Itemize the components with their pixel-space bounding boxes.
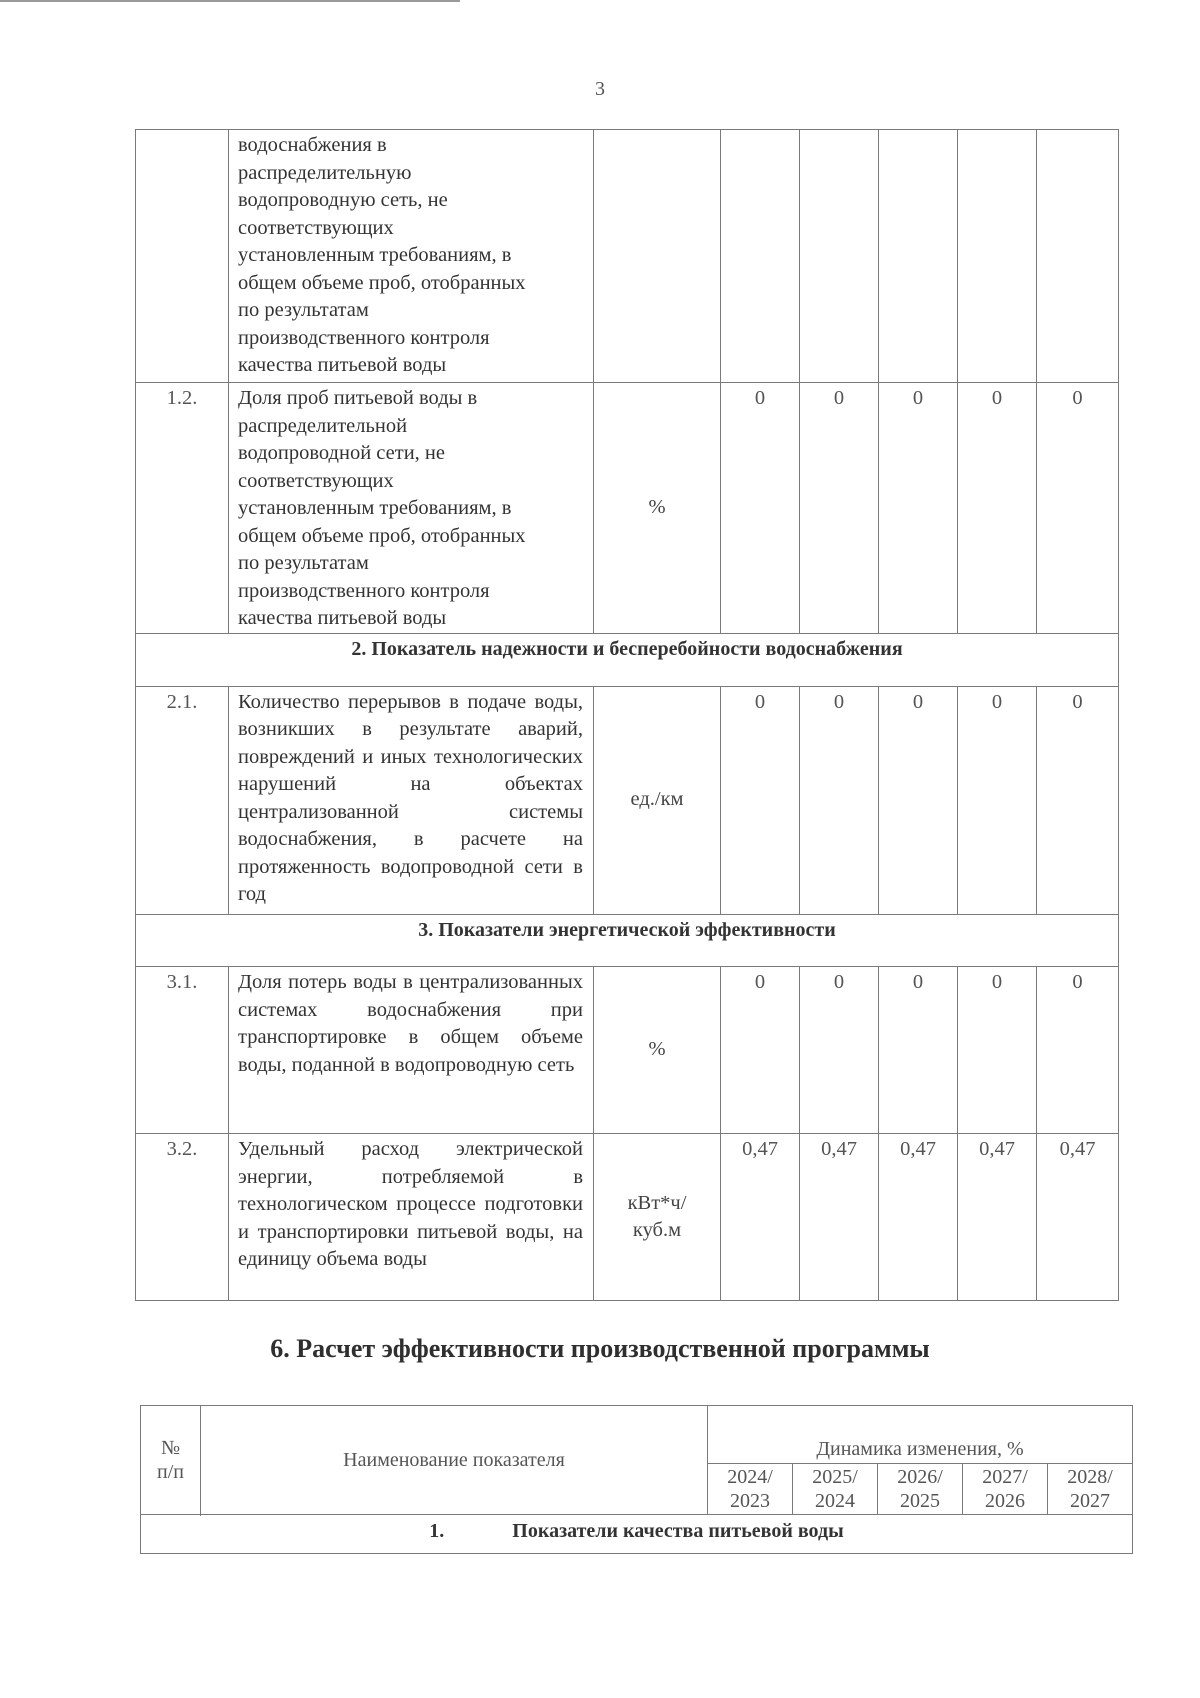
text-line: производственного контроля — [238, 579, 490, 602]
text-line: распределительной — [238, 414, 408, 437]
year-top: 2027/ — [982, 1466, 1028, 1488]
section-title: 3. Показатели энергетической эффективности — [136, 914, 1119, 967]
value-cell: 0 — [879, 686, 958, 914]
value-cell — [721, 130, 800, 383]
value-cell — [800, 130, 879, 383]
value-cell: 0,47 — [721, 1134, 800, 1301]
value-cell: 0 — [721, 383, 800, 634]
section-name: Показатели качества питьевой воды — [512, 1520, 844, 1542]
year-header — [708, 1464, 793, 1515]
col-dynamics-header: Динамика изменения, % — [708, 1406, 1133, 1464]
text-line: установленным требованиям, в — [238, 497, 512, 519]
text-line: общем объеме проб, отобранных — [238, 271, 526, 294]
text-line: установленным требованиям, в — [238, 244, 512, 266]
year-bottom: 2025 — [900, 1490, 940, 1512]
text-line: соответствующих — [238, 216, 394, 239]
col-number-header — [141, 1406, 201, 1515]
unit-cell: % — [594, 967, 721, 1134]
year-header — [1048, 1464, 1133, 1515]
value-cell: 0 — [721, 967, 800, 1134]
indicator-name-cell — [229, 130, 594, 383]
value-cell: 0 — [800, 967, 879, 1134]
year-bottom: 2024 — [815, 1490, 855, 1512]
year-bottom: 2023 — [730, 1490, 770, 1512]
table-row — [136, 686, 1119, 914]
text-line: качества питьевой воды — [238, 607, 447, 629]
year-bottom: 2027 — [1070, 1490, 1110, 1512]
text-line: соответствующих — [238, 469, 394, 492]
value-cell — [879, 130, 958, 383]
unit-cell: ед./км — [594, 686, 721, 914]
section-number: 1. — [429, 1520, 445, 1542]
indicator-name-cell — [229, 383, 594, 634]
value-cell: 0 — [879, 383, 958, 634]
table-row — [136, 967, 1119, 1134]
value-cell: 0 — [721, 686, 800, 914]
text-line: водоснабжения в — [238, 134, 387, 156]
value-cell: 0 — [958, 686, 1037, 914]
header-row — [141, 1406, 1133, 1464]
value-cell: 0 — [1037, 383, 1119, 634]
year-header — [963, 1464, 1048, 1515]
section-title — [141, 1515, 1133, 1554]
text-line: качества питьевой воды — [238, 354, 447, 376]
year-top: 2026/ — [897, 1466, 943, 1488]
row-number-cell: 1.2. — [136, 383, 229, 634]
section-row — [136, 914, 1119, 967]
text-line: Доля проб питьевой воды в — [238, 387, 478, 409]
row-number-cell — [136, 130, 229, 383]
year-top: 2024/ — [727, 1466, 773, 1488]
year-bottom: 2026 — [985, 1490, 1025, 1512]
value-cell: 0 — [800, 383, 879, 634]
header-line: п/п — [157, 1461, 184, 1483]
table-row — [136, 1134, 1119, 1301]
year-header — [793, 1464, 878, 1515]
section-title: 2. Показатель надежности и бесперебойности водоснабжения — [136, 634, 1119, 687]
section-row — [141, 1515, 1133, 1554]
value-cell: 0 — [1037, 686, 1119, 914]
row-number-cell: 3.1. — [136, 967, 229, 1134]
indicator-name-cell: Количество перерывов в подаче воды, возникших в результате аварий, повреждений и иных технологических нарушений на объектах централизованной системы водоснабжения, в расчете на протяженность водопроводной сети в год — [229, 686, 594, 914]
header-line: № — [160, 1437, 181, 1459]
efficiency-table — [140, 1405, 1133, 1554]
text-line: производственного контроля — [238, 326, 490, 349]
top-edge-line — [0, 0, 460, 2]
unit-line: кВт*ч/ — [627, 1191, 687, 1214]
value-cell — [1037, 130, 1119, 383]
text-line: общем объеме проб, отобранных — [238, 524, 526, 547]
text-line: по результатам — [238, 299, 369, 321]
value-cell: 0 — [800, 686, 879, 914]
unit-cell — [594, 130, 721, 383]
table-row — [136, 383, 1119, 634]
section-heading: 6. Расчет эффективности производственной программы — [270, 1334, 930, 1363]
value-cell: 0 — [958, 383, 1037, 634]
unit-cell — [594, 1134, 721, 1301]
year-top: 2025/ — [812, 1466, 858, 1488]
col-name-header: Наименование показателя — [201, 1406, 708, 1515]
value-cell: 0 — [879, 967, 958, 1134]
text-line: водопроводную сеть, не — [238, 189, 448, 211]
page-number: 3 — [595, 78, 605, 100]
year-top: 2028/ — [1067, 1466, 1113, 1488]
unit-cell: % — [594, 383, 721, 634]
value-cell: 0 — [958, 967, 1037, 1134]
indicator-name-cell: Доля потерь воды в централизованных системах водоснабжения при транспортировке в общем объеме воды, поданной в водопроводную сеть — [229, 967, 594, 1134]
value-cell: 0,47 — [958, 1134, 1037, 1301]
indicator-name-cell: Удельный расход электрической энергии, потребляемой в технологическом процессе подготовки и транспортировки питьевой воды, на единицу объема воды — [229, 1134, 594, 1301]
unit-line: куб.м — [632, 1219, 682, 1241]
table-row — [136, 130, 1119, 383]
value-cell — [958, 130, 1037, 383]
row-number-cell: 2.1. — [136, 686, 229, 914]
text-line: по результатам — [238, 552, 369, 574]
section-row — [136, 634, 1119, 687]
value-cell: 0,47 — [800, 1134, 879, 1301]
text-line: водопроводной сети, не — [238, 442, 445, 464]
indicators-table — [135, 129, 1119, 1301]
value-cell: 0,47 — [879, 1134, 958, 1301]
value-cell: 0,47 — [1037, 1134, 1119, 1301]
text-line: распределительную — [238, 161, 412, 184]
year-header — [878, 1464, 963, 1515]
row-number-cell: 3.2. — [136, 1134, 229, 1301]
value-cell: 0 — [1037, 967, 1119, 1134]
